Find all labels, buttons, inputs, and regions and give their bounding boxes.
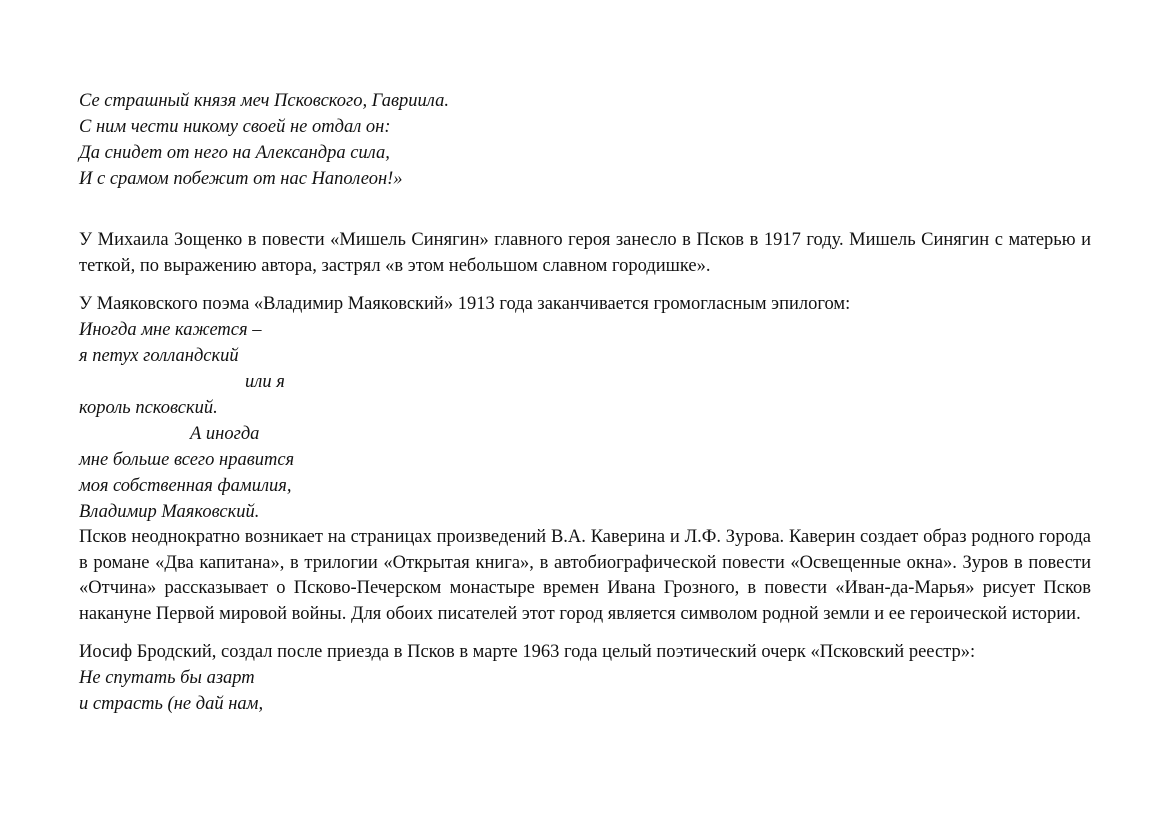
poem-line: и страсть (не дай нам, <box>79 694 264 714</box>
paragraph-kaverin-zurov: Псков неоднократно возникает на страницах произведений В.А. Каверина и Л.Ф. Зурова. Каверин создает образ родного города в романе «Два капитана», в трилогии «Открытая книга», в автобиографической повести «Освещенные окна». Зуров в повести «Отчина» рассказывает о Псково-Печерском монастыре времен Ивана Грозного, в повести «Иван-да-Марья» рисует Псков накануне Первой мировой войны. Для обоих писателей этот город является символом родной земли и ее героической истории. <box>79 527 1091 624</box>
poem-line: король псковский. <box>79 398 218 418</box>
document-page <box>79 88 1091 717</box>
poem-line: И с срамом побежит от нас Наполеон!» <box>79 169 403 189</box>
poem-line: Иногда мне кажется – <box>79 320 262 340</box>
spacer <box>79 192 1091 228</box>
paragraph-mayakovsky-intro: У Маяковского поэма «Владимир Маяковский» 1913 года заканчивается громогласным эпилогом: <box>79 294 851 314</box>
poem-mayakovsky <box>79 317 1091 525</box>
poem-line: Се страшный князя меч Псковского, Гавриила. <box>79 91 449 111</box>
poem-line: Да снидет от него на Александра сила, <box>79 143 390 163</box>
paragraph-zoshchenko: У Михаила Зощенко в повести «Мишель Синягин» главного героя занесло в Псков в 1917 году. Мишель Синягин с матерью и теткой, по выражению автора, застрял «в этом небольшом славном городишке». <box>79 230 1091 276</box>
poem-line: я петух голландский <box>79 346 239 366</box>
poem-line: Не спутать бы азарт <box>79 668 255 688</box>
poem-brodsky <box>79 665 1091 717</box>
paragraph-brodsky-intro: Иосиф Бродский, создал после приезда в Псков в марте 1963 года целый поэтический очерк «Псковский реестр»: <box>79 642 976 662</box>
spacer <box>79 627 1091 639</box>
poem-line: Владимир Маяковский. <box>79 502 260 522</box>
poem-line: моя собственная фамилия, <box>79 476 292 496</box>
poem-line: С ним чести никому своей не отдал он: <box>79 117 391 137</box>
spacer <box>79 279 1091 291</box>
poem-line: или я <box>245 372 285 392</box>
poem-gavriil <box>79 88 1091 192</box>
poem-line: мне больше всего нравится <box>79 450 295 470</box>
poem-line: А иногда <box>190 424 260 444</box>
